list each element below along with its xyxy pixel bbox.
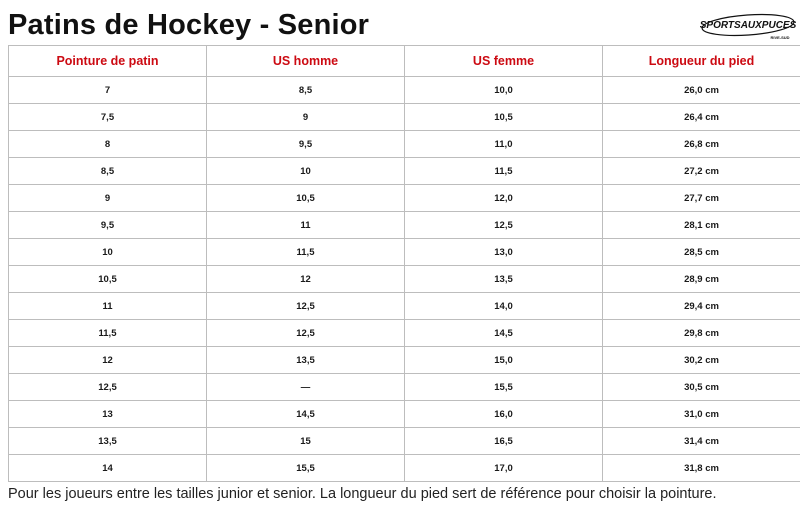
us-women-cell: 16,5 — [405, 428, 603, 455]
foot-length-cell: 30,5 cm — [603, 374, 800, 401]
table-row — [9, 239, 800, 266]
column-header-us-men: US homme — [207, 46, 405, 77]
table-row — [9, 212, 800, 239]
foot-length-cell: 28,5 cm — [603, 239, 800, 266]
skate-size-cell: 13 — [9, 401, 207, 428]
skate-size-cell: 8,5 — [9, 158, 207, 185]
table-row — [9, 347, 800, 374]
foot-length-cell: 29,4 cm — [603, 293, 800, 320]
page-header — [8, 6, 800, 44]
skate-size-cell: 7,5 — [9, 104, 207, 131]
us-men-cell: 12 — [207, 266, 405, 293]
foot-length-cell: 31,0 cm — [603, 401, 800, 428]
table-row — [9, 374, 800, 401]
foot-length-cell: 30,2 cm — [603, 347, 800, 374]
table-row — [9, 266, 800, 293]
skate-size-cell: 11 — [9, 293, 207, 320]
foot-length-cell: 28,1 cm — [603, 212, 800, 239]
us-men-cell: 10,5 — [207, 185, 405, 212]
brand-logo — [700, 10, 796, 42]
us-women-cell: 10,5 — [405, 104, 603, 131]
us-women-cell: 17,0 — [405, 455, 603, 482]
us-men-cell: 12,5 — [207, 320, 405, 347]
skate-size-cell: 14 — [9, 455, 207, 482]
column-header-us-women: US femme — [405, 46, 603, 77]
table-row — [9, 293, 800, 320]
us-men-cell: 8,5 — [207, 77, 405, 104]
foot-length-cell: 31,4 cm — [603, 428, 800, 455]
us-men-cell: 9 — [207, 104, 405, 131]
us-women-cell: 12,5 — [405, 212, 603, 239]
us-women-cell: 14,0 — [405, 293, 603, 320]
foot-length-cell: 26,4 cm — [603, 104, 800, 131]
table-row — [9, 428, 800, 455]
us-women-cell: 12,0 — [405, 185, 603, 212]
table-row — [9, 158, 800, 185]
us-men-cell: 13,5 — [207, 347, 405, 374]
table-row — [9, 131, 800, 158]
size-table — [8, 45, 800, 482]
us-women-cell: 13,5 — [405, 266, 603, 293]
us-men-cell: 10 — [207, 158, 405, 185]
foot-length-cell: 29,8 cm — [603, 320, 800, 347]
skate-size-cell: 10 — [9, 239, 207, 266]
table-body — [9, 77, 800, 482]
us-men-cell: 14,5 — [207, 401, 405, 428]
skate-size-cell: 9 — [9, 185, 207, 212]
table-row — [9, 455, 800, 482]
us-women-cell: 13,0 — [405, 239, 603, 266]
column-header-foot-length: Longueur du pied — [603, 46, 800, 77]
page-title: Patins de Hockey - Senior — [8, 9, 370, 41]
brand-logo-subtext: RIVE-SUD — [770, 35, 790, 40]
foot-length-cell: 28,9 cm — [603, 266, 800, 293]
foot-length-cell: 26,8 cm — [603, 131, 800, 158]
skate-size-cell: 13,5 — [9, 428, 207, 455]
us-women-cell: 16,0 — [405, 401, 603, 428]
us-men-cell: 15 — [207, 428, 405, 455]
us-women-cell: 14,5 — [405, 320, 603, 347]
us-women-cell: 15,5 — [405, 374, 603, 401]
table-row — [9, 320, 800, 347]
us-women-cell: 11,0 — [405, 131, 603, 158]
footnote: Pour les joueurs entre les tailles junior et senior. La longueur du pied sert de référence pour choisir la pointure. — [8, 486, 717, 502]
skate-size-cell: 12 — [9, 347, 207, 374]
brand-logo-text: SPORTSAUXPUCES — [700, 20, 796, 31]
table-row — [9, 77, 800, 104]
us-men-cell: 11,5 — [207, 239, 405, 266]
us-women-cell: 10,0 — [405, 77, 603, 104]
skate-size-cell: 9,5 — [9, 212, 207, 239]
column-header-skate-size: Pointure de patin — [9, 46, 207, 77]
us-men-cell: 12,5 — [207, 293, 405, 320]
skate-size-cell: 8 — [9, 131, 207, 158]
skate-size-cell: 10,5 — [9, 266, 207, 293]
skate-size-cell: 11,5 — [9, 320, 207, 347]
skate-size-cell: 7 — [9, 77, 207, 104]
table-row — [9, 104, 800, 131]
us-men-cell: 15,5 — [207, 455, 405, 482]
us-women-cell: 11,5 — [405, 158, 603, 185]
us-men-cell: 11 — [207, 212, 405, 239]
foot-length-cell: 27,7 cm — [603, 185, 800, 212]
foot-length-cell: 27,2 cm — [603, 158, 800, 185]
foot-length-cell: 26,0 cm — [603, 77, 800, 104]
table-row — [9, 401, 800, 428]
table-row — [9, 185, 800, 212]
foot-length-cell: 31,8 cm — [603, 455, 800, 482]
us-women-cell: 15,0 — [405, 347, 603, 374]
skate-size-cell: 12,5 — [9, 374, 207, 401]
us-men-cell: — — [207, 374, 405, 401]
table-header-row — [9, 46, 800, 77]
us-men-cell: 9,5 — [207, 131, 405, 158]
